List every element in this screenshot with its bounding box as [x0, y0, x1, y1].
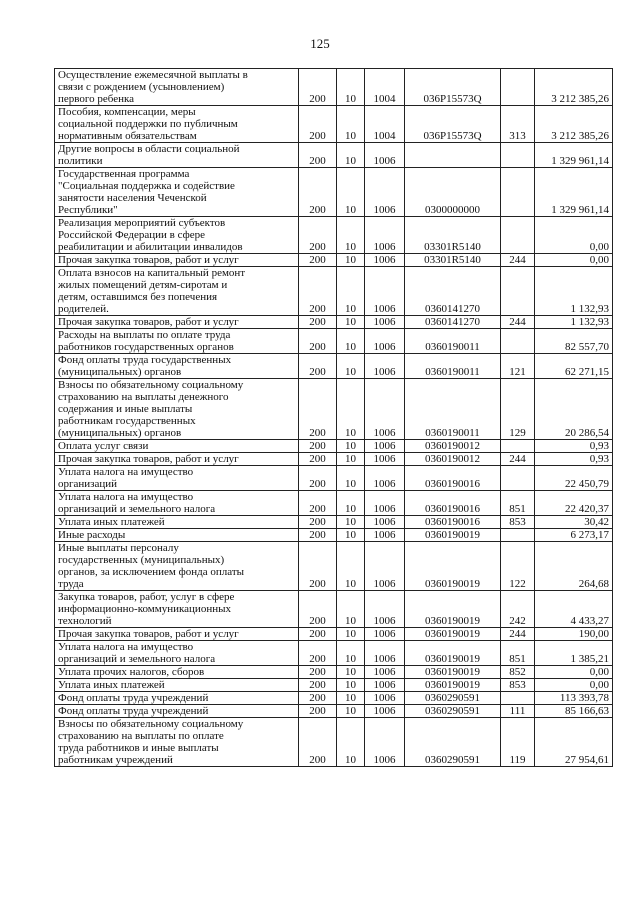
cell-group: 200 [299, 679, 337, 692]
cell-section: 10 [337, 705, 365, 718]
cell-section: 10 [337, 168, 365, 217]
cell-name-line: труда работников и иные выплаты [58, 742, 219, 754]
cell-subsection: 1006 [365, 354, 405, 379]
cell-name [55, 516, 299, 529]
cell-target-article: 036P15573Q [405, 106, 501, 143]
cell-amount: 30,42 [535, 516, 613, 529]
cell-amount: 1 385,21 [535, 641, 613, 666]
cell-name [55, 354, 299, 379]
cell-target-article: 0360190019 [405, 679, 501, 692]
cell-name-line: политики [58, 155, 103, 167]
cell-amount: 3 212 385,26 [535, 69, 613, 106]
cell-section: 10 [337, 254, 365, 267]
cell-target-article: 0360190019 [405, 542, 501, 591]
table-row [55, 692, 613, 705]
cell-section: 10 [337, 316, 365, 329]
cell-section: 10 [337, 217, 365, 254]
cell-name-line: (муниципальных) органов [58, 427, 182, 439]
cell-section: 10 [337, 106, 365, 143]
cell-expense-type [501, 466, 535, 491]
table-row [55, 491, 613, 516]
cell-expense-type: 244 [501, 453, 535, 466]
cell-name-line: Иные расходы [58, 529, 126, 541]
cell-group: 200 [299, 453, 337, 466]
cell-name [55, 692, 299, 705]
cell-name-line: социальной поддержки по публичным [58, 118, 238, 130]
cell-expense-type: 121 [501, 354, 535, 379]
cell-subsection: 1006 [365, 679, 405, 692]
table-row [55, 354, 613, 379]
cell-name-line: Республики" [58, 204, 118, 216]
cell-name [55, 529, 299, 542]
budget-table [54, 68, 613, 767]
cell-name [55, 106, 299, 143]
cell-subsection: 1006 [365, 440, 405, 453]
cell-amount: 1 329 961,14 [535, 143, 613, 168]
cell-section: 10 [337, 529, 365, 542]
cell-group: 200 [299, 329, 337, 354]
cell-name [55, 217, 299, 254]
cell-target-article: 0300000000 [405, 168, 501, 217]
cell-expense-type: 313 [501, 106, 535, 143]
cell-name [55, 329, 299, 354]
cell-subsection: 1006 [365, 516, 405, 529]
cell-expense-type: 853 [501, 679, 535, 692]
cell-name-line: труда [58, 578, 84, 590]
cell-name-line: Расходы на выплаты по оплате труда [58, 329, 231, 341]
cell-expense-type [501, 143, 535, 168]
cell-name-line: Иные выплаты персоналу [58, 542, 179, 554]
cell-expense-type: 851 [501, 641, 535, 666]
cell-name-line: информационно-коммуникационных [58, 603, 231, 615]
cell-name [55, 379, 299, 440]
cell-name [55, 641, 299, 666]
cell-amount: 1 329 961,14 [535, 168, 613, 217]
cell-target-article: 0360190019 [405, 641, 501, 666]
table-row [55, 542, 613, 591]
cell-amount: 82 557,70 [535, 329, 613, 354]
table-body [55, 69, 613, 767]
cell-name-line: Оплата взносов на капитальный ремонт [58, 267, 246, 279]
cell-expense-type: 122 [501, 542, 535, 591]
cell-subsection: 1006 [365, 329, 405, 354]
cell-name [55, 168, 299, 217]
cell-target-article: 0360190016 [405, 466, 501, 491]
cell-section: 10 [337, 354, 365, 379]
cell-name-line: Прочая закупка товаров, работ и услуг [58, 316, 239, 328]
cell-expense-type: 851 [501, 491, 535, 516]
cell-name [55, 466, 299, 491]
table-row [55, 379, 613, 440]
cell-name-line: работников государственных органов [58, 341, 234, 353]
cell-section: 10 [337, 466, 365, 491]
cell-amount: 85 166,63 [535, 705, 613, 718]
cell-section: 10 [337, 591, 365, 628]
cell-name-line: Фонд оплаты труда государственных [58, 354, 232, 366]
cell-section: 10 [337, 267, 365, 316]
table-row [55, 69, 613, 106]
cell-name [55, 542, 299, 591]
cell-name [55, 718, 299, 767]
cell-section: 10 [337, 379, 365, 440]
table-row [55, 628, 613, 641]
cell-group: 200 [299, 529, 337, 542]
cell-name-line: Фонд оплаты труда учреждений [58, 705, 209, 717]
table-row [55, 143, 613, 168]
cell-target-article: 0360290591 [405, 692, 501, 705]
cell-target-article: 0360190012 [405, 440, 501, 453]
cell-group: 200 [299, 69, 337, 106]
cell-target-article: 0360190016 [405, 491, 501, 516]
cell-expense-type: 242 [501, 591, 535, 628]
cell-expense-type: 853 [501, 516, 535, 529]
cell-name [55, 69, 299, 106]
cell-amount: 20 286,54 [535, 379, 613, 440]
cell-name-line: жилых помещений детям-сиротам и [58, 279, 228, 291]
cell-group: 200 [299, 542, 337, 591]
cell-section: 10 [337, 542, 365, 591]
cell-subsection: 1006 [365, 316, 405, 329]
cell-expense-type: 244 [501, 628, 535, 641]
cell-section: 10 [337, 692, 365, 705]
cell-group: 200 [299, 217, 337, 254]
cell-section: 10 [337, 679, 365, 692]
cell-name [55, 705, 299, 718]
table-row [55, 440, 613, 453]
cell-name [55, 254, 299, 267]
cell-expense-type: 119 [501, 718, 535, 767]
table-row [55, 591, 613, 628]
cell-target-article: 036P15573Q [405, 69, 501, 106]
cell-group: 200 [299, 354, 337, 379]
cell-subsection: 1006 [365, 254, 405, 267]
cell-group: 200 [299, 440, 337, 453]
cell-expense-type: 244 [501, 316, 535, 329]
cell-name-line: организаций и земельного налога [58, 503, 216, 515]
cell-amount: 0,00 [535, 666, 613, 679]
cell-subsection: 1006 [365, 453, 405, 466]
table-row [55, 168, 613, 217]
cell-target-article: 0360190012 [405, 453, 501, 466]
table-row [55, 666, 613, 679]
table-row [55, 679, 613, 692]
cell-subsection: 1006 [365, 628, 405, 641]
cell-section: 10 [337, 718, 365, 767]
cell-group: 200 [299, 379, 337, 440]
cell-expense-type [501, 529, 535, 542]
cell-name-line: страхованию на выплаты денежного [58, 391, 229, 403]
cell-group: 200 [299, 705, 337, 718]
cell-group: 200 [299, 628, 337, 641]
cell-name-line: Прочая закупка товаров, работ и услуг [58, 628, 239, 640]
cell-name-line: Взносы по обязательному социальному [58, 718, 244, 730]
cell-subsection: 1006 [365, 591, 405, 628]
cell-name [55, 440, 299, 453]
cell-expense-type [501, 267, 535, 316]
cell-section: 10 [337, 453, 365, 466]
cell-name-line: детям, оставшимся без попечения [58, 291, 218, 303]
table-row [55, 254, 613, 267]
cell-target-article: 0360190019 [405, 666, 501, 679]
cell-section: 10 [337, 69, 365, 106]
cell-amount: 113 393,78 [535, 692, 613, 705]
cell-amount: 6 273,17 [535, 529, 613, 542]
cell-name-line: Уплата налога на имущество [58, 491, 194, 503]
cell-group: 200 [299, 106, 337, 143]
cell-name [55, 591, 299, 628]
cell-group: 200 [299, 316, 337, 329]
cell-subsection: 1006 [365, 718, 405, 767]
cell-amount: 1 132,93 [535, 316, 613, 329]
cell-section: 10 [337, 143, 365, 168]
cell-target-article: 0360141270 [405, 267, 501, 316]
cell-group: 200 [299, 491, 337, 516]
cell-section: 10 [337, 491, 365, 516]
cell-subsection: 1004 [365, 106, 405, 143]
cell-section: 10 [337, 329, 365, 354]
cell-group: 200 [299, 168, 337, 217]
cell-name-line: родителей. [58, 303, 109, 315]
cell-target-article: 0360190019 [405, 628, 501, 641]
cell-section: 10 [337, 440, 365, 453]
cell-expense-type: 852 [501, 666, 535, 679]
cell-target-article: 0360190016 [405, 516, 501, 529]
cell-target-article: 0360190011 [405, 379, 501, 440]
cell-name-line: Закупка товаров, работ, услуг в сфере [58, 591, 235, 603]
cell-target-article: 03301R5140 [405, 217, 501, 254]
cell-subsection: 1004 [365, 69, 405, 106]
table-row [55, 705, 613, 718]
table-row [55, 316, 613, 329]
table-row [55, 529, 613, 542]
cell-subsection: 1006 [365, 705, 405, 718]
cell-group: 200 [299, 466, 337, 491]
cell-name-line: Уплата налога на имущество [58, 466, 194, 478]
cell-group: 200 [299, 143, 337, 168]
cell-amount: 1 132,93 [535, 267, 613, 316]
cell-amount: 3 212 385,26 [535, 106, 613, 143]
table-row [55, 718, 613, 767]
cell-name-line: Прочая закупка товаров, работ и услуг [58, 453, 239, 465]
cell-name-line: Уплата прочих налогов, сборов [58, 666, 205, 678]
table-row [55, 466, 613, 491]
table-row [55, 453, 613, 466]
cell-expense-type [501, 440, 535, 453]
cell-amount: 62 271,15 [535, 354, 613, 379]
cell-name-line: технологий [58, 615, 112, 627]
cell-name-line: Прочая закупка товаров, работ и услуг [58, 254, 239, 266]
cell-amount: 0,00 [535, 679, 613, 692]
cell-expense-type [501, 168, 535, 217]
cell-subsection: 1006 [365, 692, 405, 705]
cell-subsection: 1006 [365, 217, 405, 254]
cell-name-line: реабилитации и абилитации инвалидов [58, 241, 243, 253]
cell-name-line: Государственная программа [58, 168, 190, 180]
cell-group: 200 [299, 666, 337, 679]
cell-expense-type: 244 [501, 254, 535, 267]
cell-name-line: Фонд оплаты труда учреждений [58, 692, 209, 704]
cell-group: 200 [299, 641, 337, 666]
cell-name [55, 679, 299, 692]
cell-name-line: занятости населения Чеченской [58, 192, 207, 204]
cell-amount: 4 433,27 [535, 591, 613, 628]
cell-name-line: содержания и иные выплаты [58, 403, 193, 415]
cell-name [55, 453, 299, 466]
cell-target-article: 0360290591 [405, 705, 501, 718]
cell-name-line: государственных (муниципальных) [58, 554, 225, 566]
cell-amount: 190,00 [535, 628, 613, 641]
cell-expense-type [501, 69, 535, 106]
cell-subsection: 1006 [365, 491, 405, 516]
cell-target-article: 0360290591 [405, 718, 501, 767]
cell-subsection: 1006 [365, 143, 405, 168]
cell-target-article: 0360190011 [405, 329, 501, 354]
cell-section: 10 [337, 641, 365, 666]
cell-section: 10 [337, 666, 365, 679]
cell-subsection: 1006 [365, 666, 405, 679]
cell-name-line: нормативным обязательствам [58, 130, 197, 142]
cell-group: 200 [299, 692, 337, 705]
cell-name [55, 267, 299, 316]
cell-group: 200 [299, 718, 337, 767]
cell-subsection: 1006 [365, 529, 405, 542]
cell-subsection: 1006 [365, 379, 405, 440]
cell-name [55, 491, 299, 516]
cell-name [55, 628, 299, 641]
cell-amount: 22 420,37 [535, 491, 613, 516]
cell-group: 200 [299, 516, 337, 529]
cell-subsection: 1006 [365, 168, 405, 217]
cell-name-line: Уплата иных платежей [58, 516, 165, 528]
cell-expense-type: 111 [501, 705, 535, 718]
cell-name-line: Оплата услуг связи [58, 440, 149, 452]
cell-name-line: Реализация мероприятий субъектов [58, 217, 226, 229]
cell-expense-type: 129 [501, 379, 535, 440]
cell-amount: 0,00 [535, 254, 613, 267]
cell-target-article: 0360190011 [405, 354, 501, 379]
cell-name-line: Пособия, компенсации, меры [58, 106, 196, 118]
cell-name [55, 666, 299, 679]
table-row [55, 217, 613, 254]
cell-group: 200 [299, 254, 337, 267]
cell-name-line: работникам учреждений [58, 754, 173, 766]
cell-name-line: Уплата иных платежей [58, 679, 165, 691]
cell-name-line: связи с рождением (усыновлением) [58, 81, 225, 93]
cell-target-article: 0360190019 [405, 591, 501, 628]
cell-target-article: 03301R5140 [405, 254, 501, 267]
page-number: 125 [310, 36, 330, 51]
cell-name-line: Взносы по обязательному социальному [58, 379, 244, 391]
cell-name-line: Уплата налога на имущество [58, 641, 194, 653]
cell-group: 200 [299, 267, 337, 316]
table-row [55, 267, 613, 316]
cell-amount: 27 954,61 [535, 718, 613, 767]
cell-subsection: 1006 [365, 267, 405, 316]
cell-name-line: работникам государственных [58, 415, 196, 427]
cell-amount: 264,68 [535, 542, 613, 591]
cell-group: 200 [299, 591, 337, 628]
cell-name-line: Осуществление ежемесячной выплаты в [58, 69, 248, 81]
cell-name [55, 316, 299, 329]
cell-amount: 0,93 [535, 440, 613, 453]
cell-expense-type [501, 692, 535, 705]
cell-name-line: организаций и земельного налога [58, 653, 216, 665]
cell-name-line: организаций [58, 478, 118, 490]
table-row [55, 106, 613, 143]
cell-name [55, 143, 299, 168]
table-row [55, 516, 613, 529]
cell-section: 10 [337, 628, 365, 641]
cell-expense-type [501, 329, 535, 354]
cell-name-line: Другие вопросы в области социальной [58, 143, 240, 155]
cell-name-line: Российской Федерации в сфере [58, 229, 206, 241]
cell-section: 10 [337, 516, 365, 529]
table-row [55, 329, 613, 354]
table-row [55, 641, 613, 666]
cell-target-article: 0360141270 [405, 316, 501, 329]
cell-amount: 22 450,79 [535, 466, 613, 491]
cell-name-line: первого ребенка [58, 93, 135, 105]
cell-name-line: страхованию на выплаты по оплате [58, 730, 224, 742]
cell-expense-type [501, 217, 535, 254]
cell-target-article: 0360190019 [405, 529, 501, 542]
cell-amount: 0,00 [535, 217, 613, 254]
cell-target-article [405, 143, 501, 168]
cell-subsection: 1006 [365, 542, 405, 591]
cell-name-line: "Социальная поддержка и содействие [58, 180, 235, 192]
cell-name-line: (муниципальных) органов [58, 366, 182, 378]
cell-name-line: органов, за исключением фонда оплаты [58, 566, 245, 578]
cell-subsection: 1006 [365, 466, 405, 491]
cell-amount: 0,93 [535, 453, 613, 466]
cell-subsection: 1006 [365, 641, 405, 666]
